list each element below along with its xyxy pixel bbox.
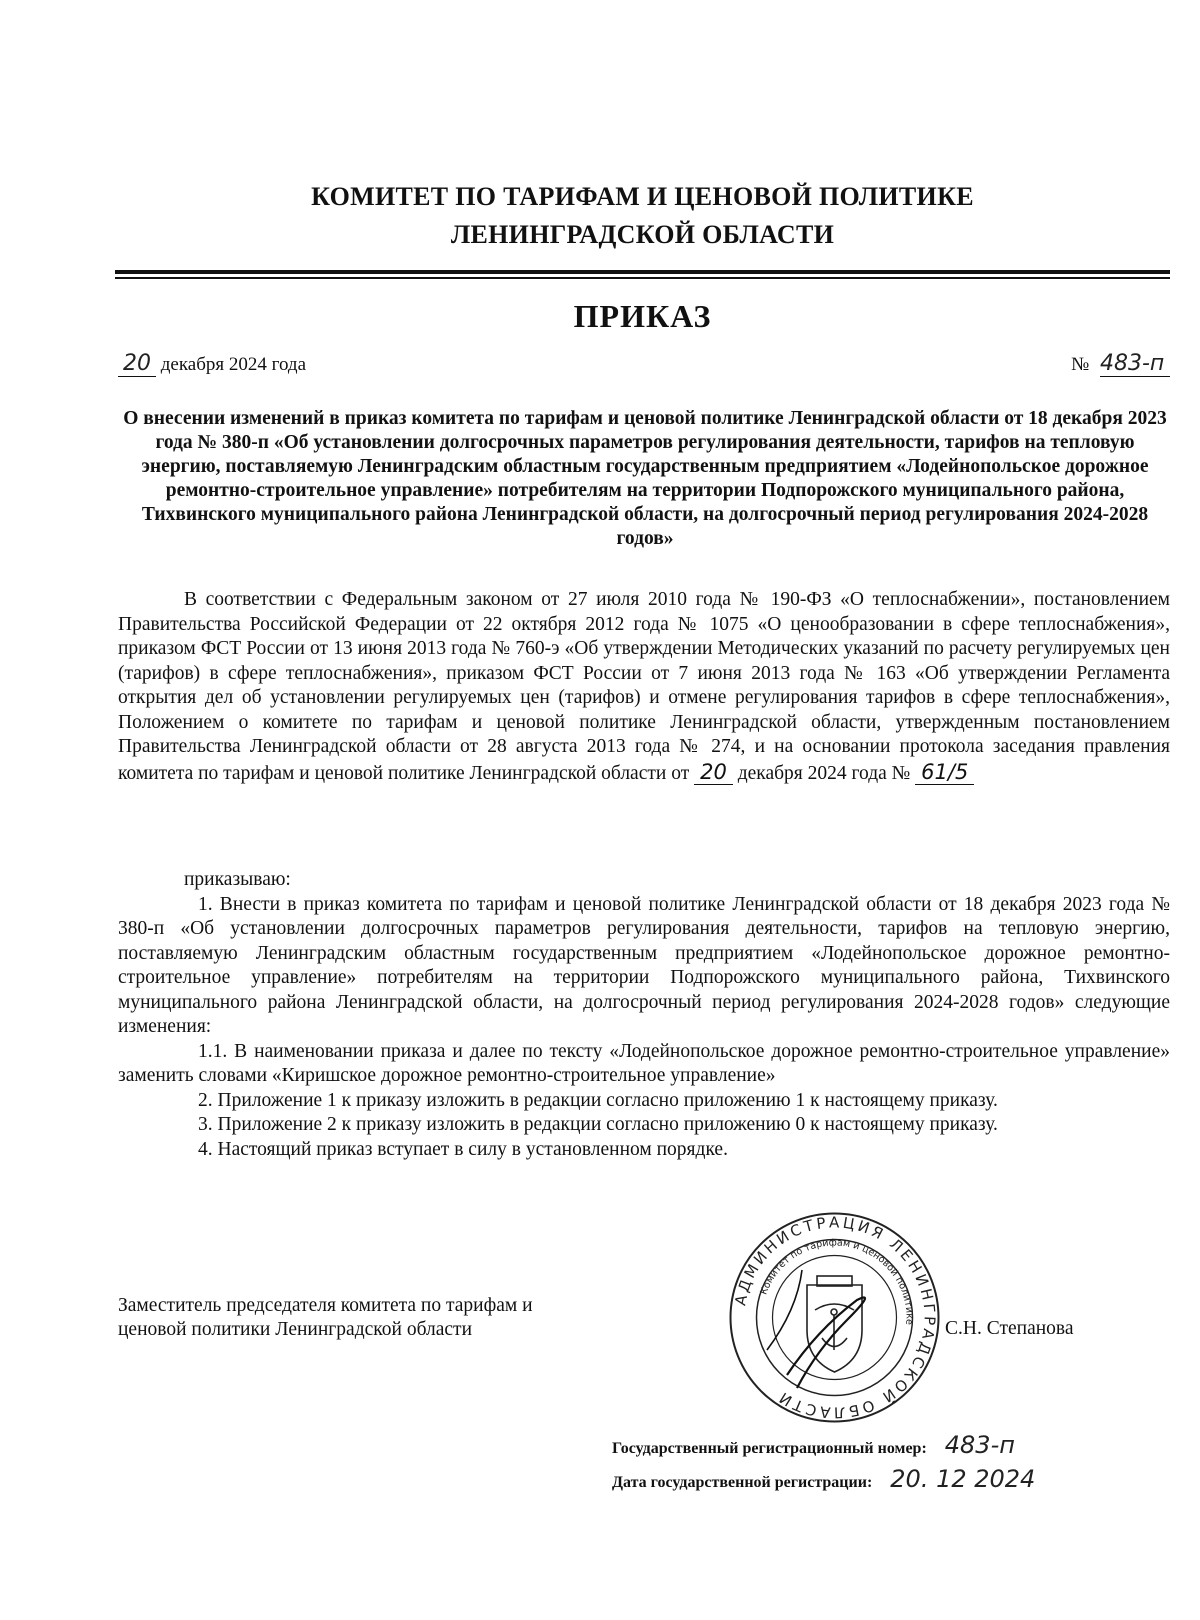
preamble-text: В соответствии с Федеральным законом от 27 июля 2010 года № 190-ФЗ «О теплоснабжении», постановлением Правительства Российской Федерации от 22 октября 2012 года № 1075 «О ценообразовании в сфере теплоснабжения», приказом ФСТ России от 13 июня 2013 года № 760-э «Об утверждении Методических указаний по расчету регулируемых цен (тарифов) в сфере теплоснабжения», приказом ФСТ России от 7 июня 2013 года № 163 «Об утверждении Регламента открытия дел об установлении регулируемых цен (тарифов) и отмене регулирования тарифов в сфере теплоснабжения», Положением о комитете по тарифам и ценовой политике Ленинградской области, утвержденным постановлением Правительства Ленинградской области от 28 августа 2013 года № 274, и на основании протокола заседания правления комитета по тарифам и ценовой политике Ленинградской области от: [118, 589, 1170, 784]
header-rule-thick: [115, 270, 1170, 274]
signer-name: С.Н. Степанова: [945, 1318, 1074, 1339]
registration-number-row: [612, 1430, 1172, 1464]
order-number: [1071, 352, 1170, 377]
committee-header: [115, 178, 1170, 254]
svg-text:АДМИНИСТРАЦИЯ ЛЕНИНГРАДСКОЙ ОБ: АДМИНИСТРАЦИЯ ЛЕНИНГРАДСКОЙ ОБЛАСТИ: [731, 1213, 939, 1422]
date-number-row: [118, 352, 1170, 382]
order-section: [118, 868, 1170, 1162]
order-date-rest: декабря 2024 года: [160, 354, 307, 375]
order-item-3: 3. Приложение 2 к приказу изложить в редакции согласно приложению 0 к настоящему приказу.: [198, 1114, 998, 1135]
registration-number-value: 483-п: [944, 1431, 1015, 1459]
handwritten-protocol-day: 20: [694, 760, 733, 785]
preamble-middle: декабря 2024 года №: [737, 762, 911, 784]
order-item-1-1: 1.1. В наименовании приказа и далее по тексту «Лодейнопольское дорожное ремонтно-строительное управление» заменить словами «Киришское дорожное ремонтно-строительное управление»: [118, 1040, 1170, 1086]
official-seal-icon: [727, 1210, 942, 1425]
handwritten-order-number: 483-п: [1100, 352, 1170, 377]
document-title: ПРИКАЗ: [573, 298, 712, 334]
registration-date-value: 20. 12 2024: [890, 1465, 1036, 1493]
order-item-4: 4. Настоящий приказ вступает в силу в установленном порядке.: [198, 1138, 728, 1160]
committee-header-line2: ЛЕНИНГРАДСКОЙ ОБЛАСТИ: [450, 220, 835, 249]
signature-block: [118, 1294, 678, 1342]
order-number-prefix: №: [1071, 354, 1090, 375]
signer-position-line2: ценовой политики Ленинградской области: [118, 1319, 473, 1340]
preamble: [118, 588, 1170, 786]
svg-text:Комитет по тарифам и ценовой п: Комитет по тарифам и ценовой политике: [758, 1237, 915, 1326]
header-rule-thin: [115, 277, 1170, 279]
committee-header-line1: КОМИТЕТ ПО ТАРИФАМ И ЦЕНОВОЙ ПОЛИТИКЕ: [311, 182, 974, 211]
handwritten-day: 20: [118, 352, 156, 377]
registration-number-label: Государственный регистрационный номер:: [612, 1440, 927, 1457]
order-date: [118, 352, 306, 377]
preamble-paragraph: [118, 588, 1170, 786]
order-item-2: 2. Приложение 1 к приказу изложить в редакции согласно приложению 1 к настоящему приказу.: [198, 1089, 998, 1111]
registration-date-label: Дата государственной регистрации:: [612, 1474, 873, 1491]
handwritten-protocol-number: 61/5: [915, 760, 974, 785]
registration-date-row: [612, 1464, 1172, 1498]
signer-position-line1: Заместитель председателя комитета по тарифам и: [118, 1295, 533, 1316]
order-verb: приказываю:: [184, 869, 291, 890]
registration-block: [612, 1430, 1172, 1498]
order-item-1: 1. Внести в приказ комитета по тарифам и ценовой политике Ленинградской области от 18 декабря 2023 года № 380-п «Об установлении долгосрочных параметров регулирования деятельности, тарифов на тепловую энергию, поставляемую Ленинградским областным государственным предприятием «Лодейнопольское дорожное ремонтно-строительное управление» потребителям на территории Подпорожского муниципального района, Тихвинского муниципального района Ленинградской области, на долгосрочный период регулирования 2024-2028 годов» следующие изменения:: [118, 893, 1170, 1037]
order-subject: О внесении изменений в приказ комитета по тарифам и ценовой политике Ленинградской области от 18 декабря 2023 года № 380-п «Об установлении долгосрочных параметров регулирования деятельности, тарифов на тепловую энергию, поставляемую Ленинградским областным государственным предприятием «Лодейнопольское дорожное ремонтно-строительное управление» потребителям на территории Подпорожского муниципального района, Тихвинского муниципального района Ленинградской области, на долгосрочный период регулирования 2024-2028 годов»: [123, 408, 1167, 549]
